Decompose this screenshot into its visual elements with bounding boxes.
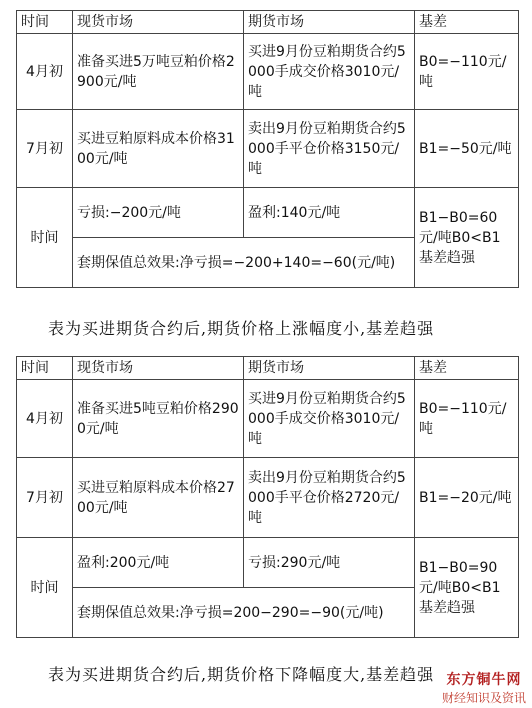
- table-2-caption: 表为买进期货合约后,期货价格下降幅度大,基差趋强: [48, 665, 435, 684]
- cell-futures: 买进9月份豆粕期货合约5000手成交价格3010元/吨: [244, 380, 415, 458]
- cell-spot: 准备买进5吨豆粕价格2900元/吨: [73, 380, 244, 458]
- table-row-result: [17, 188, 519, 238]
- table-row-july: [17, 458, 519, 538]
- header-futures-market: 期货市场: [244, 357, 415, 380]
- header-time: 时间: [17, 11, 73, 34]
- cell-basis: B0=−110元/吨: [415, 380, 519, 458]
- cell-futures-result: 亏损:290元/吨: [244, 538, 415, 588]
- cell-time: 4月初: [17, 34, 73, 110]
- header-basis: 基差: [415, 357, 519, 380]
- cell-basis: B1=−50元/吨: [415, 110, 519, 188]
- cell-basis-result: B1−B0=90元/吨B0<B1基差趋强: [415, 538, 519, 638]
- header-futures-market: 期货市场: [244, 11, 415, 34]
- watermark-brand: 东方铜牛网: [446, 672, 522, 688]
- cell-spot: 准备买进5万吨豆粕价格2900元/吨: [73, 34, 244, 110]
- cell-futures: 买进9月份豆粕期货合约5000手成交价格3010元/吨: [244, 34, 415, 110]
- header-basis: 基差: [415, 11, 519, 34]
- header-spot-market: 现货市场: [73, 357, 244, 380]
- table-row-april: [17, 380, 519, 458]
- cell-basis: B1=−20元/吨: [415, 458, 519, 538]
- cell-time: 时间: [17, 188, 73, 288]
- cell-futures-result: 盈利:140元/吨: [244, 188, 415, 238]
- cell-time: 4月初: [17, 380, 73, 458]
- table-row-result: [17, 538, 519, 588]
- cell-spot-result: 盈利:200元/吨: [73, 538, 244, 588]
- cell-futures: 卖出9月份豆粕期货合约5000手平仓价格3150元/吨: [244, 110, 415, 188]
- header-spot-market: 现货市场: [73, 11, 244, 34]
- table-header-row: [17, 11, 519, 34]
- site-watermark: [442, 669, 526, 706]
- cell-spot-result: 亏损:−200元/吨: [73, 188, 244, 238]
- hedge-table-2: [16, 356, 519, 638]
- cell-time: 7月初: [17, 110, 73, 188]
- table-1-caption: 表为买进期货合约后,期货价格上涨幅度小,基差趋强: [48, 319, 435, 338]
- watermark-tagline: 财经知识及资讯: [441, 691, 526, 705]
- cell-hedge-total: 套期保值总效果:净亏损=200−290=−90(元/吨): [73, 588, 415, 638]
- cell-basis-result: B1−B0=60元/吨B0<B1基差趋强: [415, 188, 519, 288]
- cell-hedge-total: 套期保值总效果:净亏损=−200+140=−60(元/吨): [73, 238, 415, 288]
- table-header-row: [17, 357, 519, 380]
- cell-time: 时间: [17, 538, 73, 638]
- cell-time: 7月初: [17, 458, 73, 538]
- cell-spot: 买进豆粕原料成本价格2700元/吨: [73, 458, 244, 538]
- cell-futures: 卖出9月份豆粕期货合约5000手平仓价格2720元/吨: [244, 458, 415, 538]
- table-row-april: [17, 34, 519, 110]
- cell-basis: B0=−110元/吨: [415, 34, 519, 110]
- cell-spot: 买进豆粕原料成本价格3100元/吨: [73, 110, 244, 188]
- hedge-table-1: [16, 10, 519, 288]
- table-row-july: [17, 110, 519, 188]
- header-time: 时间: [17, 357, 73, 380]
